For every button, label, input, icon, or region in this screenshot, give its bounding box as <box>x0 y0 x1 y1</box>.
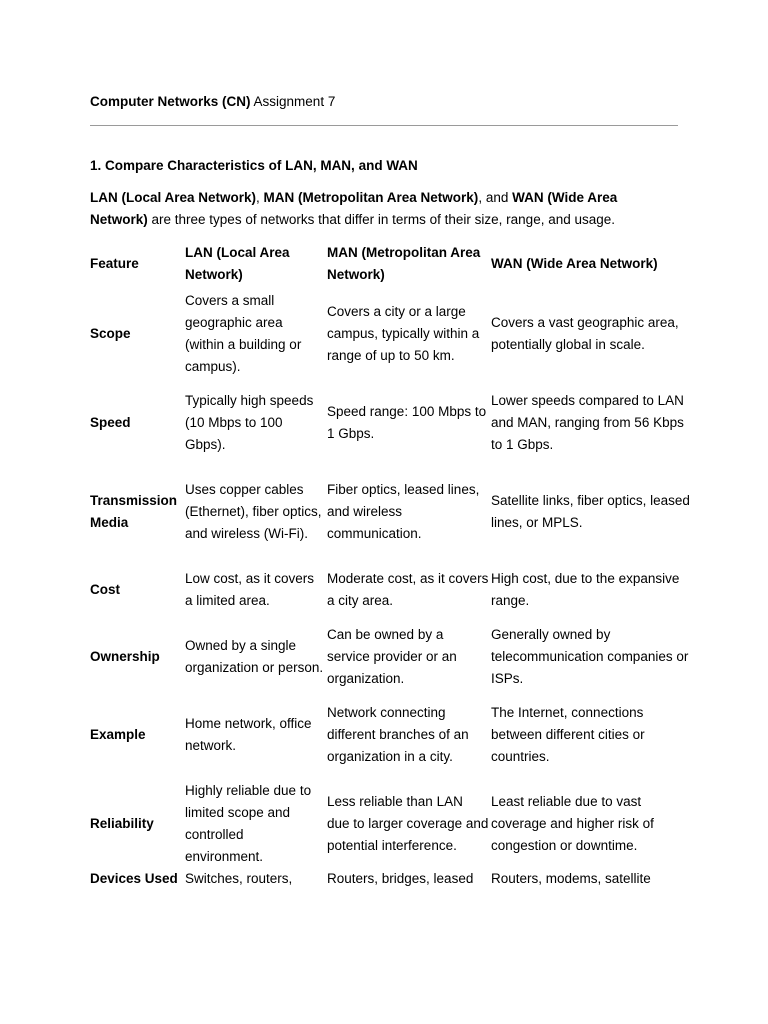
feature-cell: Speed <box>90 415 131 430</box>
intro-wan: WAN (Wide Area Network) <box>90 190 618 227</box>
header-feature: Feature <box>90 256 139 271</box>
lan-cell: Home network, office network. <box>185 716 312 753</box>
table-row <box>90 290 690 378</box>
lan-cell: Low cost, as it covers a limited area. <box>185 571 315 608</box>
table-row <box>90 378 690 468</box>
header-wan: WAN (Wide Area Network) <box>491 256 658 271</box>
intro-sep2: , and <box>478 190 513 205</box>
man-cell: Fiber optics, leased lines, and wireless communication. <box>327 482 480 541</box>
intro-man: MAN (Metropolitan Area Network) <box>263 190 479 205</box>
wan-cell: Lower speeds compared to LAN and MAN, ranging from 56 Kbps to 1 Gbps. <box>491 393 684 452</box>
wan-cell: Covers a vast geographic area, potentially global in scale. <box>491 315 679 352</box>
wan-cell: Least reliable due to vast coverage and higher risk of congestion or downtime. <box>491 794 654 853</box>
feature-cell: Ownership <box>90 649 160 664</box>
lan-cell: Switches, routers, <box>185 871 293 886</box>
man-cell: Covers a city or a large campus, typically within a range of up to 50 km. <box>327 304 480 363</box>
lan-cell: Covers a small geographic area (within a building or campus). <box>185 293 302 374</box>
man-cell: Speed range: 100 Mbps to 1 Gbps. <box>327 404 487 441</box>
section-title: 1. Compare Characteristics of LAN, MAN, and WAN <box>90 158 418 173</box>
intro-paragraph <box>90 187 678 231</box>
document-header <box>90 92 335 112</box>
assignment-label: Assignment 7 <box>253 94 336 109</box>
comparison-table <box>90 238 690 912</box>
table-row <box>90 780 690 868</box>
wan-cell: High cost, due to the expansive range. <box>491 571 680 608</box>
man-cell: Less reliable than LAN due to larger coverage and potential interference. <box>327 794 489 853</box>
table-row <box>90 468 690 556</box>
feature-cell: Cost <box>90 582 120 597</box>
feature-cell: Transmission Media <box>90 493 178 530</box>
wan-cell: The Internet, connections between different cities or countries. <box>491 705 645 764</box>
header-lan: LAN (Local Area Network) <box>185 245 290 282</box>
wan-cell: Satellite links, fiber optics, leased lines, or MPLS. <box>491 493 690 530</box>
wan-cell: Generally owned by telecommunication companies or ISPs. <box>491 627 689 686</box>
lan-cell: Highly reliable due to limited scope and controlled environment. <box>185 783 312 864</box>
man-cell: Moderate cost, as it covers a city area. <box>327 571 489 608</box>
lan-cell: Owned by a single organization or person. <box>185 638 324 675</box>
intro-sep1: , <box>256 190 264 205</box>
intro-rest: are three types of networks that differ in terms of their size, range, and usage. <box>147 212 616 227</box>
man-cell: Can be owned by a service provider or an organization. <box>327 627 457 686</box>
table-row <box>90 868 690 912</box>
table-row <box>90 690 690 780</box>
lan-cell: Typically high speeds (10 Mbps to 100 Gbps). <box>185 393 314 452</box>
intro-lan: LAN (Local Area Network) <box>90 190 257 205</box>
feature-cell: Example <box>90 727 146 742</box>
lan-cell: Uses copper cables (Ethernet), fiber optics, and wireless (Wi-Fi). <box>185 482 322 541</box>
feature-cell: Devices Used <box>90 871 178 886</box>
table-header-row <box>90 238 690 290</box>
man-cell: Routers, bridges, leased <box>327 871 474 886</box>
table-row <box>90 556 690 624</box>
wan-cell: Routers, modems, satellite <box>491 871 651 886</box>
course-title: Computer Networks (CN) <box>90 94 251 109</box>
table-row <box>90 624 690 690</box>
header-divider <box>90 125 678 126</box>
feature-cell: Scope <box>90 326 131 341</box>
man-cell: Network connecting different branches of an organization in a city. <box>327 705 469 764</box>
header-man: MAN (Metropolitan Area Network) <box>327 245 481 282</box>
feature-cell: Reliability <box>90 816 154 831</box>
